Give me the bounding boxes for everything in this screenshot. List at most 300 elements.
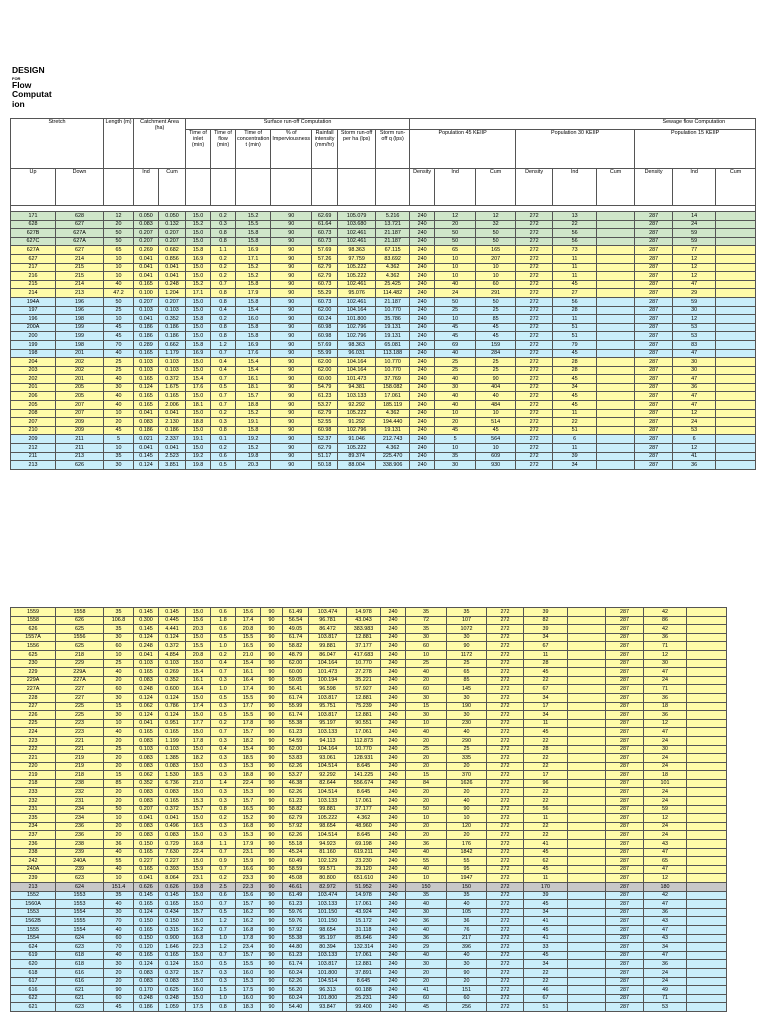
table-cell: 43.043	[347, 616, 381, 625]
table-cell: 2.006	[159, 401, 186, 410]
table-cell: 1.385	[159, 754, 186, 763]
table-cell: 16.5	[236, 642, 261, 651]
table-cell	[716, 297, 756, 306]
table-cell: 35	[447, 608, 487, 617]
table-cell: 287	[606, 719, 644, 728]
table-cell: 40	[447, 900, 487, 909]
table-cell: 11	[553, 409, 597, 418]
table-cell: 240	[381, 797, 406, 806]
table-cell: 272	[487, 650, 524, 659]
table-cell: 90	[261, 805, 283, 814]
table-cell: 22.4	[186, 848, 211, 857]
table-cell: 15.0	[186, 960, 211, 969]
table-cell: 103.817	[309, 633, 347, 642]
table-cell: 57.92	[283, 822, 309, 831]
table-cell: 90	[261, 908, 283, 917]
table-cell: 91.046	[338, 435, 376, 444]
table-cell: 0.041	[134, 315, 159, 324]
table-cell: 20	[435, 418, 476, 427]
table-cell: 15	[406, 702, 447, 711]
table-cell: 55	[447, 857, 487, 866]
table-cell: 0.124	[134, 908, 159, 917]
table-cell: 0.7	[211, 668, 236, 677]
table-cell: 106.8	[104, 616, 134, 625]
table-cell: 0.315	[159, 925, 186, 934]
table-cell: 90	[271, 220, 312, 229]
table-cell: 40	[104, 925, 134, 934]
table-cell: 240	[410, 212, 435, 221]
table-cell: 90	[271, 366, 312, 375]
header-density: Density	[410, 169, 435, 206]
table-cell: 627	[56, 246, 104, 255]
table-cell: 58.82	[283, 805, 309, 814]
table-cell: 100.194	[309, 676, 347, 685]
table-cell: 40	[406, 900, 447, 909]
table-cell: 90	[261, 977, 283, 986]
table-cell: 15.0	[186, 426, 211, 435]
table-cell: 1560A	[11, 900, 56, 909]
table-row	[11, 616, 727, 625]
table-cell: 90	[261, 702, 283, 711]
table-cell: 61.49	[283, 891, 309, 900]
table-cell: 15.0	[186, 272, 211, 281]
table-cell: 0.6	[211, 452, 236, 461]
table-cell: 102.129	[309, 857, 347, 866]
table-cell: 102.796	[338, 323, 376, 332]
table-cell: 0.8	[211, 229, 236, 238]
header-cum: Cum	[159, 169, 186, 206]
table-cell: 287	[635, 383, 673, 392]
table-cell: 621	[11, 1003, 56, 1012]
table-cell: 53.83	[283, 754, 309, 763]
table-cell: 55.99	[312, 349, 338, 358]
table-cell	[716, 254, 756, 263]
table-cell: 240	[381, 960, 406, 969]
table-cell: 0.083	[159, 762, 186, 771]
table-cell	[568, 917, 606, 926]
table-cell: 16.8	[236, 925, 261, 934]
table-cell: 20	[447, 831, 487, 840]
table-cell: 19.131	[376, 332, 410, 341]
table-cell: 47	[644, 865, 687, 874]
table-cell: 240	[381, 840, 406, 849]
table-cell: 50	[476, 297, 516, 306]
table-cell: 240	[410, 280, 435, 289]
header-cum: Cum	[597, 169, 635, 206]
table-cell	[716, 383, 756, 392]
table-cell: 90	[261, 883, 283, 892]
table-cell: 37.769	[376, 375, 410, 384]
table-cell: 42	[644, 891, 687, 900]
table-cell: 17.6	[236, 349, 271, 358]
table-cell: 616	[11, 986, 56, 995]
table-cell: 62.26	[283, 977, 309, 986]
table-cell: 272	[487, 676, 524, 685]
table-cell: 211	[56, 444, 104, 453]
table-cell: 224	[11, 728, 56, 737]
table-cell	[716, 323, 756, 332]
table-cell: 16.5	[186, 822, 211, 831]
table-cell	[597, 349, 635, 358]
table-cell: 0.3	[211, 754, 236, 763]
table-cell: 287	[635, 323, 673, 332]
table-cell: 90	[261, 994, 283, 1003]
table-cell: 61.23	[283, 797, 309, 806]
table-cell: 60	[104, 685, 134, 694]
table-cell: 287	[635, 272, 673, 281]
table-cell: 20	[447, 762, 487, 771]
table-cell: 214	[56, 280, 104, 289]
table-cell: 45	[476, 426, 516, 435]
header-imperviousness: % of Imperviousness	[271, 130, 312, 169]
table-cell: 12.881	[347, 711, 381, 720]
table-cell: 60.24	[283, 994, 309, 1003]
table-cell: 20	[406, 797, 447, 806]
table-row	[11, 229, 756, 238]
table-cell: 0.124	[134, 633, 159, 642]
table-cell	[716, 237, 756, 246]
table-cell: 216	[11, 272, 56, 281]
table-cell: 60.73	[312, 237, 338, 246]
table-cell: 25	[104, 366, 134, 375]
table-cell: 287	[635, 426, 673, 435]
table-cell	[568, 840, 606, 849]
table-cell: 60	[406, 994, 447, 1003]
header-time-inlet: Time of inlet (min)	[186, 130, 211, 169]
table-cell: 0.626	[134, 883, 159, 892]
table-cell: 62.00	[283, 745, 309, 754]
table-cell: 0.8	[211, 237, 236, 246]
table-cell	[687, 951, 727, 960]
table-cell: 272	[487, 762, 524, 771]
table-cell: 90	[271, 323, 312, 332]
table-cell: 15.0	[186, 814, 211, 823]
table-cell: 0.103	[159, 366, 186, 375]
table-cell: 46	[524, 986, 568, 995]
table-cell: 0.951	[159, 719, 186, 728]
table-cell: 30	[104, 383, 134, 392]
table-cell: 90	[261, 874, 283, 883]
table-cell	[568, 951, 606, 960]
table-row	[11, 840, 727, 849]
table-cell: 58.82	[283, 642, 309, 651]
table-cell: 24	[644, 797, 687, 806]
table-cell: 99.571	[309, 865, 347, 874]
table-cell: 209	[11, 435, 56, 444]
table-cell: 0.207	[134, 237, 159, 246]
table-cell: 272	[487, 831, 524, 840]
table-cell: 40	[104, 349, 134, 358]
table-cell: 55	[104, 857, 134, 866]
table-cell: 15.9	[236, 857, 261, 866]
table-cell: 240	[381, 874, 406, 883]
table-cell: 17.8	[186, 736, 211, 745]
table-cell: 287	[606, 994, 644, 1003]
table-cell: 287	[606, 788, 644, 797]
title-line: ion	[12, 98, 25, 109]
table-cell: 287	[635, 435, 673, 444]
table-row	[11, 625, 727, 634]
table-cell: 240	[381, 736, 406, 745]
table-cell	[687, 779, 727, 788]
header-ind: Ind	[553, 169, 597, 206]
table-cell	[597, 392, 635, 401]
table-cell: 90	[261, 814, 283, 823]
table-cell: 15.2	[236, 212, 271, 221]
table-cell: 60.98	[312, 332, 338, 341]
table-cell: 90	[271, 254, 312, 263]
table-cell	[568, 857, 606, 866]
table-cell: 0.124	[134, 960, 159, 969]
table-cell: 240	[410, 418, 435, 427]
table-cell: 10.770	[376, 306, 410, 315]
table-cell: 62.79	[312, 272, 338, 281]
table-cell: 22	[524, 762, 568, 771]
table-cell: 90	[104, 986, 134, 995]
table-cell: 15.8	[186, 315, 211, 324]
table-cell: 20	[406, 831, 447, 840]
table-cell: 272	[487, 968, 524, 977]
table-cell: 1557A	[11, 633, 56, 642]
table-cell: 70	[104, 340, 134, 349]
table-cell: 18.1	[236, 383, 271, 392]
table-cell: 272	[516, 306, 553, 315]
table-cell: 16.8	[236, 822, 261, 831]
table-cell: 624	[56, 883, 104, 892]
header-down: Down	[56, 169, 104, 206]
table-cell: 25	[104, 659, 134, 668]
table-cell: 0.3	[211, 831, 236, 840]
table-cell: 272	[487, 865, 524, 874]
table-cell: 30	[104, 461, 134, 470]
table-cell: 238	[56, 779, 104, 788]
table-row	[11, 642, 727, 651]
table-cell: 15.5	[186, 642, 211, 651]
table-cell: 90	[271, 358, 312, 367]
table-cell: 0.207	[134, 805, 159, 814]
table-cell	[568, 668, 606, 677]
table-cell: 45	[553, 401, 597, 410]
table-cell	[597, 452, 635, 461]
table-cell: 617	[11, 977, 56, 986]
table-cell: 15.7	[236, 392, 271, 401]
table-cell: 287	[635, 375, 673, 384]
table-cell: 30	[644, 659, 687, 668]
table-cell: 60	[406, 685, 447, 694]
table-cell: 20	[406, 736, 447, 745]
table-cell: 18.8	[236, 401, 271, 410]
table-cell	[687, 960, 727, 969]
table-cell: 60.49	[283, 857, 309, 866]
table-cell: 272	[487, 977, 524, 986]
table-cell: 36	[644, 711, 687, 720]
table-cell: 60.24	[283, 968, 309, 977]
table-cell: 90	[271, 444, 312, 453]
table-row	[11, 831, 727, 840]
table-cell	[687, 900, 727, 909]
table-cell: 40	[447, 728, 487, 737]
table-cell: 287	[606, 848, 644, 857]
flow-table-bottom	[10, 607, 727, 1012]
table-cell: 16.4	[186, 685, 211, 694]
table-cell: 25.231	[347, 994, 381, 1003]
table-cell: 36	[673, 383, 716, 392]
header-time-flow: Time of flow (min)	[211, 130, 236, 169]
table-cell: 11	[524, 650, 568, 659]
table-cell	[568, 797, 606, 806]
table-cell	[687, 608, 727, 617]
table-cell: 1555	[56, 917, 104, 926]
table-cell	[597, 246, 635, 255]
table-cell: 40	[435, 349, 476, 358]
table-cell: 291	[476, 289, 516, 298]
table-cell: 105.222	[338, 409, 376, 418]
table-cell: 90	[271, 272, 312, 281]
table-cell: 484	[476, 401, 516, 410]
table-cell: 30	[447, 633, 487, 642]
table-cell: 287	[635, 280, 673, 289]
table-cell: 90	[271, 332, 312, 341]
table-cell: 60.98	[312, 426, 338, 435]
table-cell: 12	[673, 315, 716, 324]
table-cell: 45	[524, 900, 568, 909]
table-row	[11, 934, 727, 943]
table-cell: 272	[516, 383, 553, 392]
table-cell: 15.2	[186, 220, 211, 229]
table-cell: 240	[410, 254, 435, 263]
table-cell: 15.0	[186, 237, 211, 246]
table-cell: 4.441	[159, 625, 186, 634]
table-cell: 40	[104, 401, 134, 410]
table-cell: 417.683	[347, 650, 381, 659]
table-cell: 51	[553, 323, 597, 332]
table-cell: 1.2	[211, 917, 236, 926]
table-cell: 15.7	[236, 797, 261, 806]
table-cell: 0.2	[211, 315, 236, 324]
table-cell: 20	[104, 968, 134, 977]
table-row	[11, 272, 756, 281]
table-cell: 238	[56, 840, 104, 849]
table-cell: 85	[476, 315, 516, 324]
table-cell: 19.2	[186, 452, 211, 461]
table-cell: 287	[635, 229, 673, 238]
table-cell: 90	[261, 960, 283, 969]
table-cell: 30	[673, 358, 716, 367]
table-row	[11, 994, 727, 1003]
table-cell: 30	[104, 960, 134, 969]
table-cell: 1.199	[159, 736, 186, 745]
table-cell: 12.881	[347, 960, 381, 969]
table-cell: 0.3	[211, 736, 236, 745]
table-row	[11, 848, 727, 857]
table-cell: 96.781	[309, 616, 347, 625]
table-cell: 272	[516, 220, 553, 229]
table-cell: 22.4	[236, 779, 261, 788]
table-cell: 0.7	[211, 349, 236, 358]
table-cell: 240	[410, 358, 435, 367]
table-cell: 103.817	[309, 693, 347, 702]
table-cell: 71	[644, 685, 687, 694]
table-cell: 41	[524, 840, 568, 849]
table-cell: 7.630	[159, 848, 186, 857]
table-cell: 45	[476, 332, 516, 341]
table-cell	[716, 418, 756, 427]
table-cell: 90	[271, 306, 312, 315]
table-cell: 30	[673, 366, 716, 375]
table-cell: 19.8	[186, 461, 211, 470]
table-cell: 272	[487, 908, 524, 917]
table-cell: 15.3	[236, 788, 261, 797]
table-cell: 1554	[11, 934, 56, 943]
table-cell: 102.461	[338, 297, 376, 306]
table-cell: 211	[56, 435, 104, 444]
table-cell: 0.186	[134, 1003, 159, 1012]
table-cell: 34	[553, 461, 597, 470]
table-cell	[568, 685, 606, 694]
table-cell: 207	[476, 254, 516, 263]
table-cell: 272	[516, 452, 553, 461]
table-row	[11, 435, 756, 444]
table-cell: 0.5	[211, 383, 236, 392]
table-cell: 93.847	[309, 1003, 347, 1012]
table-cell: 10	[476, 263, 516, 272]
table-cell: 16.1	[236, 668, 261, 677]
table-cell: 23.3	[236, 874, 261, 883]
table-cell	[568, 908, 606, 917]
table-cell: 0.3	[211, 968, 236, 977]
table-cell: 29	[406, 943, 447, 952]
table-cell: 627	[11, 254, 56, 263]
table-cell: 12	[435, 212, 476, 221]
table-cell: 90	[261, 685, 283, 694]
table-cell: 0.269	[134, 246, 159, 255]
table-cell: 86.047	[309, 650, 347, 659]
table-cell: 0.165	[159, 900, 186, 909]
table-cell: 15.7	[236, 728, 261, 737]
table-cell: 227	[11, 702, 56, 711]
table-cell: 0.5	[211, 711, 236, 720]
table-cell: 145	[447, 685, 487, 694]
table-cell: 93.061	[309, 754, 347, 763]
table-cell: 41	[406, 986, 447, 995]
table-cell: 25	[435, 366, 476, 375]
table-row	[11, 925, 727, 934]
table-cell: 0.165	[134, 728, 159, 737]
table-cell: 30	[406, 693, 447, 702]
table-cell: 0.372	[159, 642, 186, 651]
table-cell: 70	[104, 917, 134, 926]
table-cell: 287	[606, 968, 644, 977]
table-cell: 90	[261, 917, 283, 926]
table-cell: 43	[644, 934, 687, 943]
table-cell: 0.2	[211, 409, 236, 418]
table-cell	[597, 461, 635, 470]
header-rainfall: Rainfall intensity (mm/hr)	[312, 130, 338, 169]
table-cell: 23.4	[236, 943, 261, 952]
table-row	[11, 212, 756, 221]
table-cell: 240	[381, 771, 406, 780]
table-cell: 609	[476, 452, 516, 461]
table-cell: 55.29	[312, 289, 338, 298]
table-cell: 107	[447, 616, 487, 625]
table-cell	[687, 736, 727, 745]
table-cell	[716, 263, 756, 272]
table-cell: 15.0	[186, 366, 211, 375]
table-cell: 18	[644, 771, 687, 780]
table-cell: 272	[487, 771, 524, 780]
table-cell	[687, 711, 727, 720]
table-cell: 19.8	[186, 883, 211, 892]
